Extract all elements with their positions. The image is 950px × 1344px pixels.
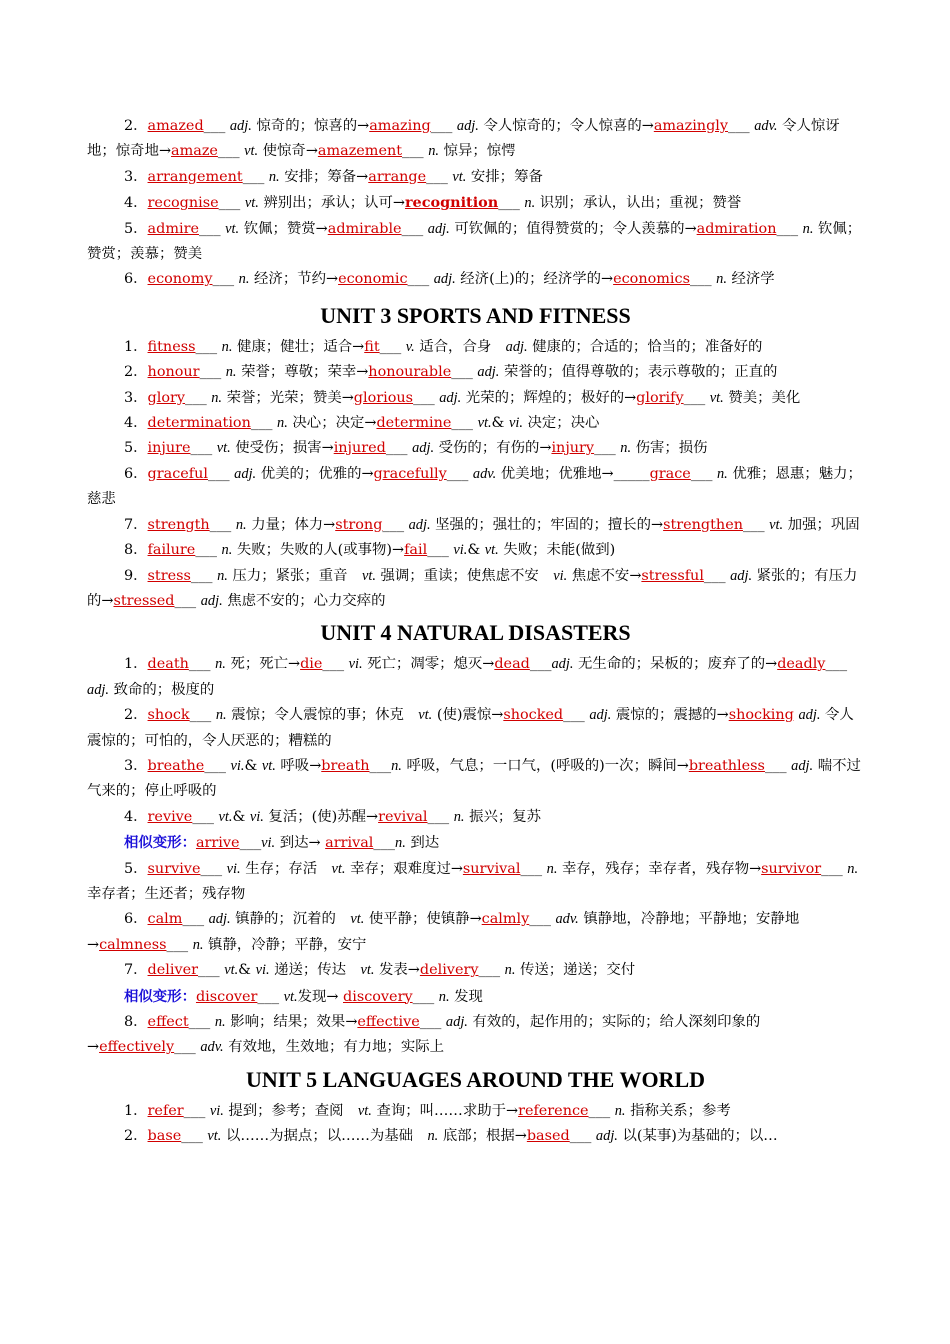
- answer-word: strength: [147, 516, 210, 533]
- answer-word: breath: [321, 757, 370, 774]
- entry-4: 4．revive___ vt.& vi. 复活；(使)苏醒→revival___ n. 振兴；复苏: [124, 808, 542, 825]
- answer-word: recognition: [404, 194, 499, 212]
- answer-word: effective: [357, 1014, 420, 1030]
- entry-1: 1．fitness___ n. 健康；健壮；适合→fit___ v. 适合，合身 adj. 健康的；合适的；恰当的；准备好的: [124, 338, 763, 355]
- entry-4: 4．determination___ n. 决心；决定→determine___ vt.& vi. 决定；决心: [124, 415, 600, 432]
- entry-3: 3．arrangement___ n. 安排；筹备→arrange___ vt. 安排；筹备: [124, 168, 543, 185]
- unit-heading: UNIT 3 SPORTS AND FITNESS: [320, 302, 631, 328]
- answer-word: injure: [147, 440, 191, 457]
- entry-2: 2．honour___ n. 荣誉；尊敬；荣幸→honourable___ adj. 荣誉的；值得尊敬的；表示尊敬的；正直的: [124, 364, 778, 381]
- document-page: [87, 114, 864, 1150]
- answer-word: graceful: [147, 465, 208, 482]
- entry-5: 5．injure___ vt. 使受伤；损害→injured___ adj. 受伤的；有伤的→injury___ n. 伤害；损伤: [124, 440, 708, 457]
- answer-word: strong: [335, 516, 383, 533]
- answer-word: calmly: [481, 911, 530, 928]
- answer-word: deadly: [777, 656, 826, 673]
- answer-word: amazed: [147, 118, 204, 134]
- answer-word: survival: [462, 860, 521, 877]
- unit-heading: UNIT 5 LANGUAGES AROUND THE WORLD: [245, 1066, 706, 1092]
- answer-word: revive: [147, 808, 193, 825]
- answer-word: injury: [551, 440, 595, 457]
- answer-word: fit: [364, 338, 380, 355]
- answer-word: injured: [333, 440, 386, 457]
- answer-word: honour: [147, 364, 200, 381]
- similar-forms: 相似变形：discover___ vt.发现→ discovery___ n. 发现: [124, 987, 483, 1005]
- similar-label: 相似变形：: [124, 834, 196, 852]
- answer-word: arrive: [195, 835, 240, 852]
- entry-2: 2．base___ vt. 以……为据点；以……为基础 n. 底部；根据→based___ adj. 以(某事)为基础的；以…: [124, 1128, 778, 1145]
- entry-5: 5．admire___ vt. 钦佩；赞赏→admirable___ adj. 可钦佩的；值得赞赏的；令人羡慕的→admiration___ n. 钦佩；赞赏；羡慕；赞美: [87, 220, 862, 263]
- answer-word: reference: [518, 1102, 589, 1119]
- unit-heading: UNIT 4 NATURAL DISASTERS: [320, 620, 631, 646]
- answer-word: economics: [613, 271, 690, 288]
- answer-word: survive: [147, 860, 201, 877]
- answer-word: amazement: [317, 143, 403, 160]
- answer-word: delivery: [419, 962, 479, 979]
- entry-9: 9．stress___ n. 压力；紧张；重音 vt. 强调；重读；使焦虑不安 vi. 焦虑不安→stressful___ adj. 紧张的；有压力的→stressed___ adj. 焦虑不安的；心力交瘁的: [87, 567, 858, 609]
- entry-4: 4．recognise___ vt. 辨别出；承认；认可→recognition___ n. 识别；承认，认出；重视；赞誉: [124, 194, 742, 212]
- answer-word: breathe: [147, 757, 205, 774]
- answer-word: amazingly: [653, 118, 729, 134]
- entry-6: 6．economy___ n. 经济；节约→economic___ adj. 经济(上)的；经济学的→economics___ n. 经济学: [124, 271, 775, 288]
- answer-word: survivor: [761, 860, 822, 877]
- entry-6: 6．graceful___ adj. 优美的；优雅的→gracefully___ adv. 优美地；优雅地→_____grace___ n. 优雅；恩惠；魅力；慈悲: [87, 465, 862, 508]
- answer-word: discovery: [343, 988, 413, 1005]
- answer-word: shocked: [503, 707, 564, 724]
- entry-2: 2．amazed___ adj. 惊奇的；惊喜的→amazing___ adj. 令人惊奇的；令人惊喜的→amazingly___ adv. 令人惊讶地；惊奇地→amaze___ vt. 使惊奇→amazement___ n. 惊异；惊愕: [87, 118, 840, 160]
- entry-7: 7．deliver___ vt.& vi. 递送；传达 vt. 发表→delivery___ n. 传送；递送；交付: [124, 962, 636, 979]
- answer-word: dead: [494, 656, 530, 673]
- answer-word: calmness: [99, 936, 167, 953]
- answer-word: amazing: [369, 118, 431, 134]
- answer-word: calm: [147, 911, 183, 928]
- answer-word: amaze: [171, 143, 218, 160]
- answer-word: shock: [147, 707, 190, 724]
- answer-word: honourable: [368, 364, 452, 381]
- answer-word: shocking: [728, 707, 794, 724]
- entry-6: 6．calm___ adj. 镇静的；沉着的 vt. 使平静；使镇静→calmly___ adv. 镇静地，冷静地；平静地；安静地→calmness___ n. 镇静，冷静；平静，安宁: [87, 911, 800, 953]
- answer-word: base: [147, 1128, 182, 1145]
- answer-word: glory: [147, 389, 186, 406]
- entry-2: 2．shock___ n. 震惊；令人震惊的事；休克 vt. (使)震惊→shocked___ adj. 震惊的；震撼的→shocking adj. 令人震惊的；可怕的，令人厌恶的；糟糕的: [87, 707, 854, 749]
- entry-1: 1．death___ n. 死；死亡→die___ vi. 死亡；凋零；熄灭→dead___adj. 无生命的；呆板的；废弃了的→deadly___ adj. 致命的；极度的: [87, 656, 848, 698]
- entry-1: 1．refer___ vi. 提到；参考；查阅 vt. 查询；叫……求助于→reference___ n. 指称关系；参考: [124, 1102, 731, 1119]
- answer-word: breathless: [688, 757, 765, 774]
- entry-7: 7．strength___ n. 力量；体力→strong___ adj. 坚强的；强壮的；牢固的；擅长的→strengthen___ vt. 加强；巩固: [124, 516, 860, 533]
- answer-word: failure: [147, 542, 196, 559]
- answer-word: stressful: [641, 567, 704, 584]
- answer-word: arrival: [325, 835, 374, 852]
- answer-word: economic: [338, 271, 408, 288]
- similar-label: 相似变形：: [124, 987, 196, 1005]
- answer-word: die: [300, 656, 323, 673]
- answer-word: admirable: [327, 220, 402, 237]
- similar-forms: 相似变形：arrive___vi. 到达→ arrival___n. 到达: [124, 834, 440, 852]
- entry-8: 8．failure___ n. 失败；失败的人(或事物)→fail___ vi.& vt. 失败；未能(做到): [124, 542, 616, 559]
- answer-word: revival: [378, 808, 428, 825]
- answer-word: fitness: [147, 338, 196, 355]
- answer-word: gracefully: [373, 465, 447, 482]
- entry-8: 8．effect___ n. 影响；结果；效果→effective___ adj. 有效的，起作用的；实际的；给人深刻印象的→effectively___ adv. 有效地，生效地；有力地；实际上: [87, 1014, 761, 1056]
- answer-word: glorify: [636, 389, 684, 406]
- answer-word: economy: [147, 271, 213, 288]
- answer-word: strengthen: [663, 516, 743, 533]
- answer-word: arrange: [368, 168, 427, 185]
- answer-word: refer: [147, 1102, 184, 1119]
- answer-word: arrangement: [147, 168, 243, 185]
- answer-word: admire: [147, 220, 199, 237]
- answer-word: determine: [376, 415, 452, 432]
- answer-word: stress: [147, 567, 191, 584]
- answer-word: admiration: [696, 220, 777, 237]
- answer-word: recognise: [147, 195, 219, 212]
- answer-word: glorious: [353, 389, 414, 406]
- answer-word: discover: [195, 988, 258, 1005]
- entry-5: 5．survive___ vi. 生存；存活 vt. 幸存；艰难度过→survival___ n. 幸存，残存；幸存者，残存物→survivor___ n. 幸存者；生还者；残存物: [87, 860, 859, 902]
- answer-word: effect: [147, 1014, 189, 1030]
- answer-word: based: [526, 1128, 570, 1145]
- answer-word: determination: [147, 415, 251, 432]
- answer-word: grace: [649, 465, 691, 482]
- answer-word: stressed: [113, 592, 175, 609]
- entry-3: 3．glory___ n. 荣誉；光荣；赞美→glorious___ adj. 光荣的；辉煌的；极好的→glorify___ vt. 赞美；美化: [124, 389, 801, 406]
- answer-word: fail: [404, 542, 428, 559]
- entry-3: 3．breathe___ vi.& vt. 呼吸→breath___n. 呼吸，气息；一口气，(呼吸的)一次；瞬间→breathless___ adj. 喘不过气来的；停止呼吸的: [87, 757, 861, 800]
- answer-word: death: [147, 656, 189, 673]
- answer-word: effectively: [99, 1039, 175, 1056]
- answer-word: deliver: [147, 962, 199, 979]
